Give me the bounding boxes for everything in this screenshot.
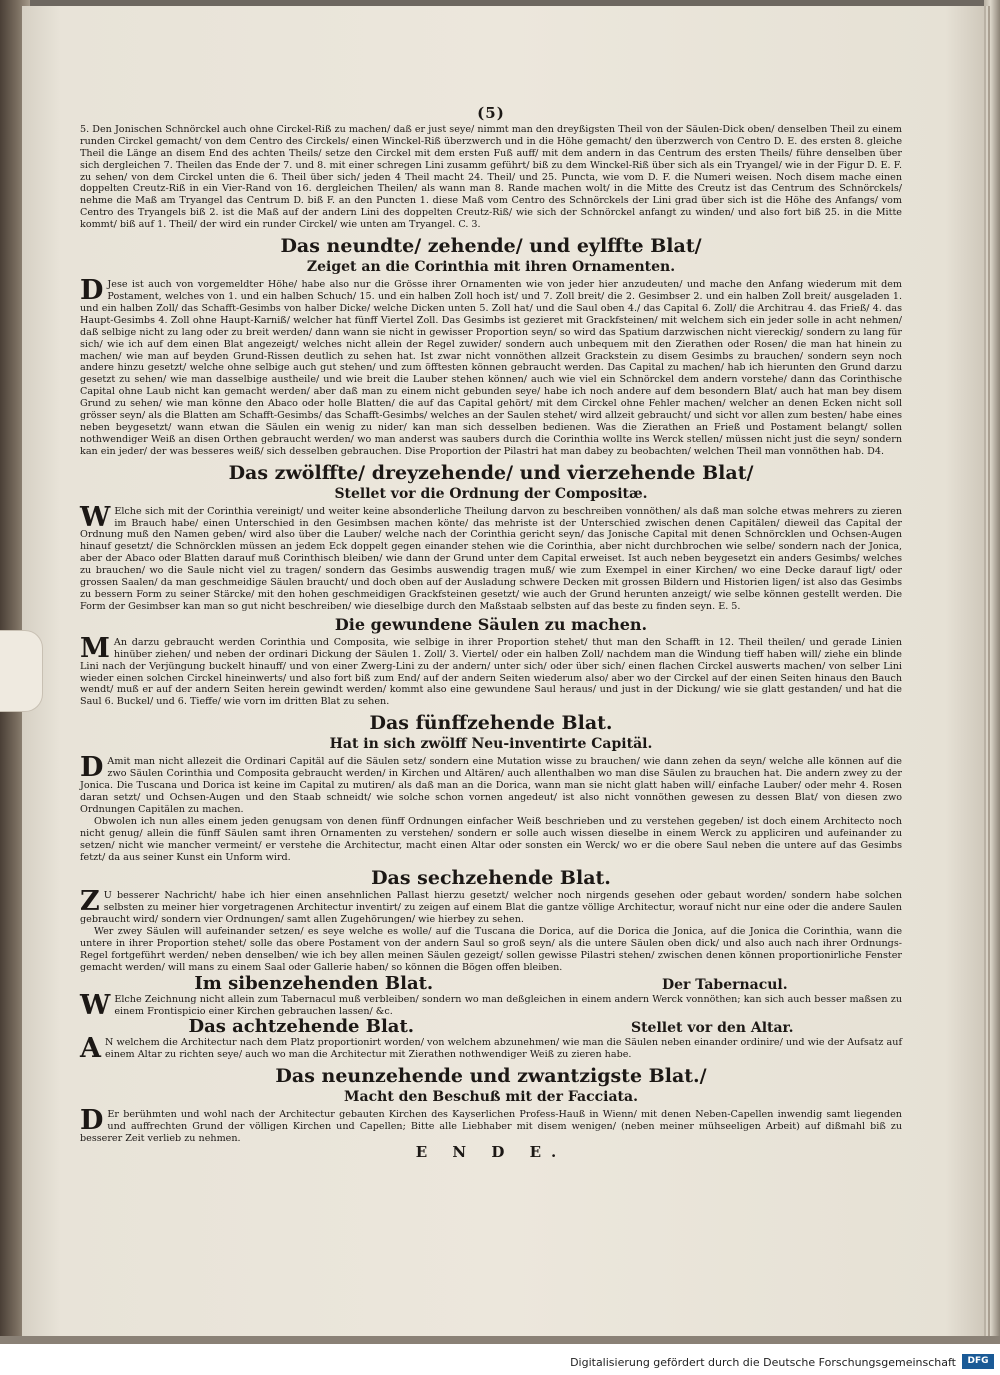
page-text (80, 104, 902, 1161)
body-text: Amit man nicht allezeit die Ordinari Capitäl auf die Säulen setz/ sondern eine Mutation wisse zu brauchen/ wie dann zehen da seyn/ welche alle können auf die zwo Säulen Corinthia und Composita gebraucht werden/ in Kirchen und Altären/ auch allenthalben wo man dise Säulen zu brauchen hat. Die andern zwey zu der Jonica. Die Tuscana und Dorica ist keine im Capital zu mutiren/ als daß man an die Dorica, wann man sie nicht glatt haben will/ einfache Lauber/ oder mehr 4. Rosen daran setzt/ und Ochsen-Augen und den Staab schneidt/ wie solche schon vornen angedeut/ ist also nicht vonnöthen gewesen zu dessen Blat/ von diesen zwo Ordnungen Capitälen zu machen. (80, 756, 902, 815)
section-subheading: Stellet vor die Ordnung der Compositæ. (334, 485, 648, 502)
section-gewundene-saeulen (80, 616, 902, 708)
footer-bar (0, 1344, 1000, 1375)
section-capitaele (80, 711, 902, 863)
body-text: An darzu gebraucht werden Corinthia und Composita, wie selbige in ihrer Proportion stehet/ thut man den Schafft in 12. Theil theilen/ und gerade Linien hinüber ziehen/ und neben der ordinari Dickung der Säulen 1. Zoll/ 3. Viertel/ oder ein halben Zoll/ nachdem man die Windung tieff haben will/ ziehe ein blinde Lini nach der Verjüngung buckelt hinauff/ und von einer Zwerg-Lini zu der andern/ unter sich/ oder über sich/ einen flachen Circkel auswerts machen/ von selber Lini wieder einen solchen Circkel hineinwerts/ und also fort biß zum End/ auf der andern Seiten wiederum also/ aber wo der Circkel auf der einen Seiten hinaus den Bauch wendt/ muß er auf der andern Seiten herein gewindt werden/ kommt also eine gewundene Saul heraus/ und just in der Dickung/ wie sie glatt gestanden/ und hat die Saul 6. Buckel/ und 6. Tieffe/ wie vorn im dritten Blat zu sehen. (80, 636, 902, 708)
section-altar (80, 1016, 902, 1065)
body-text: Er berühmten und wohl nach der Architectur gebauten Kirchen des Kayserlichen Profess-Hauß in Wienn/ mit denen Neben-Capellen inwendig samt liegenden und auffrechten Grund der völligen Kirchen und Capellen; Bitte alle Liebhaber mit disem wenigen/ (neben meiner mühseeligen Arbeit) auf dißmahl biß zu besserer Zeit verlieb zu nehmen. (80, 1109, 902, 1144)
section-heading: Im sibenzehenden Blat. (194, 972, 434, 994)
drop-cap: W (80, 989, 111, 1021)
dfg-logo: DFG (962, 1354, 994, 1369)
section-heading: Das neunzehende und zwantzigste Blat./ (275, 1065, 707, 1088)
section-heading: Das zwölffte/ dreyzehende/ und vierzehende Blat/ (228, 461, 754, 484)
page-tab-marker (0, 630, 43, 712)
section-composita (80, 461, 902, 613)
section-subheading: Macht den Beschuß mit der Facciata. (344, 1089, 638, 1106)
section-pallast (80, 866, 902, 973)
section-body-2: Obwolen ich nun alles einem jeden genugsam von denen fünff Ordnungen einfacher Weiß beschrieben und zu verstehen gegeben/ ist doch einem Architecto noch nicht genug/ allein die fünff Säulen samt ihren Ornamenten zu verstehen/ sondern er solle auch wissen dieselbe in einem Werck zu appliciren und aufeinander zu setzen/ nicht wie mancher vermeint/ er verstehe die Architectur, macht einen Altar oder sonsten ein Werck/ wo er die obere Saul neben die untere auf das Gesimbs fetzt/ da aus seiner Kunst ein Unform wird. (80, 815, 902, 863)
page-edges (984, 0, 1000, 1340)
section-heading: Das fünffzehende Blat. (369, 712, 613, 735)
funding-notice: Digitalisierung gefördert durch die Deutsche Forschungsgemeinschaft (570, 1356, 956, 1369)
section-body-2: Wer zwey Säulen will aufeinander setzen/ es seye welche es wolle/ auf die Tuscana die Dorica, auf die Dorica die Jonica, auf die Jonica die Corinthia, wann die untere in ihrer Proportion stehet/ solle das obere Postament von der andern Saul so groß seyn/ als die untere Säulen oben dick/ und also auch nach ihrer Ordnungs-Regel fortgeführt werden/ neben denselben/ wie ich bey allen meinen Säulen gezeigt/ sollen gewisse Pilastri stehen/ zwischen denen können proportionirliche Fenster gemacht werden/ will mans zu einem Saal oder Gallerie haben/ so können die Bögen offen bleiben. (80, 926, 902, 973)
section-body (80, 1105, 902, 1145)
body-text: Elche Zeichnung nicht allein zum Tabernacul muß verbleiben/ sondern wo man deßgleichen in einem andern Werck vonnöthen; kan sich auch besser maßsen zu einem Frontispicio einer Kirchen gebrauchen lassen/ &c. (114, 993, 902, 1017)
section-subheading: Hat in sich zwölff Neu-inventirte Capitäl. (329, 736, 653, 753)
intro-paragraph: 5. Den Jonischen Schnörckel auch ohne Circkel-Riß zu machen/ daß er just seye/ nimmt man den dreyßigsten Theil von der Säulen-Dick oben/ denselben Theil zu einem runden Circkel gemacht/ von dem Centro des Circkels/ einen Winckel-Riß überzwerch und in die Höhe gemacht/ den überzwerch von Centro D. E. des ersten 8. gleiche Theil die Länge an disem End des achten Theils/ setze den Circkel mit dem ersten Fuß auff/ mit dem andern in das Centrum des ersten Theils/ führe denselben über sich dergleichen 7. Theilen das Ende der 7. und 8. mit einer schregen Lini zusamm geführt/ biß zu dem Winckel-Riß über sich als ein Tryangel/ wie in der Figur D. E. F. zu sehen/ von dem Circkel unten die 6. Theil über sich/ jeden 4 Theil macht 24. Theil/ und 25. Puncta, wie vom D. F. die Numeri weisen. Noch disem mache einen doppelten Creutz-Riß in ein Vier-Rand von 16. dergleichen Theilen/ als wann man 8. Rande machen wolt/ in die Mitte des Creutz ist das Centrum des Schnörckels/ nehme die Maß am Tryangel das Centrum D. biß F. an den Puncten 1. diese Maß vom Centro des Schnörckels der Lini grad über sich ist die Höhe des Anfangs/ vom Centro des Tryangels biß 2. ist die Maß auf der andern Lini des doppelten Creutz-Riß/ wie sich der Schnörckel anfangt zu winden/ und also fort biß 25. in die Mitte kommt/ biß auf 1. Theil/ der wird ein runder Circkel/ wie unten am Tryangel. C. 3. (80, 123, 902, 231)
section-body (80, 275, 902, 458)
book-bottom-edge (0, 1336, 1000, 1344)
body-text: Elche sich mit der Corinthia vereinigt/ und weiter keine absonderliche Theilung darvon zu beschreiben vonnöthen/ als daß man solche etwas mehrers zu zieren im Brauch habe/ einen Unterschied in den Gesimbsen machen könte/ das mehriste ist der Unterschied zwischen denen Capitälen/ dieweil das Capital der Ordnung muß den Namen geben/ wird also über die Lauber/ welche nach der Corinthia gericht seyn/ das Jonische Capital mit denen Schnörcklen und Ochsen-Augen hinauf gesetzt/ die Schnörcklen müssen an jedem Eck doppelt gegen einander stehen wie die Corinthia, aber nicht durchbrochen wie selbe/ sondern nach der Jonica, aber der Abaco oder Blatten darauf muß Corinthisch bleiben/ wie dann der Grund unter dem Capital erweiset. Ist auch neben beygesetzt ein anders Gesimbs/ welches zu brauchen/ wo die Saule nicht viel zu tragen/ sondern das Gesimbs auswendig tragen muß/ wie zum Exempel in einer Kirchen/ wo eine Decke darauf ligt/ oder grossen Saalen/ da man geschmeidige Säulen braucht/ und doch oben auf der Ausladung schwere Decken mit grossen Bildern und Historien ligen/ ist also das Gesimbs zu bessern Form zu seiner Stärcke/ mit den hohen geschmeidigen Grackfsteinen gesetzt/ wie auch der Grund herunten anzeigt/ wie selbe können gestellt werden. Die Form der Gesimbser kan man so gut nicht beschreiben/ wie dieselbige durch den Maßstaab selbsten auf das beste zu finden seyn. E. 5. (80, 505, 902, 612)
section-subheading: Die gewundene Säulen zu machen. (334, 614, 648, 634)
body-text: U besserer Nachricht/ habe ich hier einen ansehnlichen Pallast hierzu gesetzt/ welcher noch nirgends gesehen oder gebaut worden/ sondern habe solchen selbsten zu meiner hier vorgetragenen Architectur inventirt/ zu zeigen auf einem Blat die gantze völlige Architectur, worauf nicht nur eine oder die andere Saulen gebraucht wird/ sondern vier Ordnungen/ samt allen Zugehörungen/ wie hierbey zu sehen. (80, 890, 902, 926)
section-tabernacul (80, 972, 902, 1021)
section-body (80, 886, 902, 926)
section-heading: Das achtzehende Blat. (188, 1016, 415, 1038)
section-body (80, 989, 902, 1021)
section-heading-right: Der Tabernacul. (661, 976, 788, 993)
section-heading: Das sechzehende Blat. (371, 867, 611, 890)
section-subheading: Zeiget an die Corinthia mit ihren Ornamenten. (306, 259, 676, 276)
section-heading-right: Stellet vor den Altar. (630, 1020, 794, 1037)
section-corinthia (80, 234, 902, 458)
drop-cap: D (80, 752, 104, 784)
drop-cap: W (80, 501, 111, 533)
section-facciata (80, 1064, 902, 1145)
page-number: (5) (477, 104, 505, 122)
drop-cap: D (80, 1105, 104, 1137)
drop-cap: D (80, 275, 104, 307)
ende-mark: E N D E. (415, 1142, 567, 1161)
section-body (80, 752, 902, 816)
section-heading: Das neundte/ zehende/ und eylffte Blat/ (280, 235, 702, 258)
section-body (80, 501, 902, 613)
section-body (80, 632, 902, 708)
drop-cap: A (80, 1033, 101, 1065)
section-heading-row (80, 1016, 902, 1038)
section-body (80, 1033, 902, 1065)
drop-cap: M (80, 632, 110, 664)
body-text: Jese ist auch von vorgemeldter Höhe/ habe also nur die Grösse ihrer Ornamenten wie von jeder hier anzudeuten/ und mache den Anfang wiederum mit dem Postament, welches von 1. und ein halben Schuch/ 15. und ein halben Zoll hoch ist/ und 7. Zoll breit/ die 2. Gesimbser 2. und ein halben Zoll breit/ ausgeladen 1. und ein halben Zoll/ das Schafft-Gesimbs von halber Dicke/ welche Dicken unten 5. Zoll hat/ und die Saul oben 4./ das Capital 6. Zoll/ die Architrau 4. das Frieß/ 4. das Haupt-Gesimbs 4. Zoll ohne Haupt-Karniß/ welcher hat fünff Viertel Zoll. Das Gesimbs ist gezieret mit Grackfsteinen/ mit welchem sich ein jeder solle in acht nehmen/ daß selbige nicht zu lang oder zu breit werden/ dann wann sie nicht in gewisser Proportion seyn/ so wird das Spatium darzwischen nicht viereckig/ sondern zu lang für sich/ wie ich auf dem einen Blat angezeigt/ welches nicht allein der Regel zuwider/ sondern auch unbequem mit den Zierathen oder Rosen/ die man hat hinein zu machen/ wie man auf beyden Grund-Rissen deutlich zu sehen hat. Ist zwar nicht vonnöthen allzeit Grackstein zu disem Gesimbs zu brauchen/ sondern seyn noch andere hinzu gesetzt/ welche ohne selbige auch gut stehen/ und zum öfftesten können gebraucht werden. Das Capital zu machen/ hab ich hierunten den Grund darzu gesetzt zu sehen/ wie man dasselbige austheile/ und wie breit die Lauber stehen können/ auch wie viel ein Schnörckel dem andern vorstehe/ dann das Corinthische Capital ohne Laub nicht kan gemacht werden/ aber daß man zu einem nicht gebunden seye/ habe ich noch andere auf dem besondern Blat/ auch hat man bey disem Grund zu sehen/ wie man könne den Abaco oder holle Blatten/ die auf das Capital gehört/ mit dem Circkel ohne Fehler machen/ welcher an denen Ecken nicht soll grösser seyn/ als die Blatten am Schafft-Gesimbs/ das Schafft-Gesimbs/ welches an der Saulen stehet/ wird allzeit gebraucht/ und sicht vor allen zum besten/ habe eines neben beygesetzt/ wann etwan die Säulen ein wenig zu nider/ kan man sich desselben bedienen. Was die Zierathen an Frieß und Postament belangt/ sollen nothwendiger Weiß an disen Orthen gebraucht werden/ wo man anderst was saubers durch die Corinthia wollte ins Werck stellen/ müssen nicht just die seyn/ sondern kan ein jeder/ der was besseres weiß/ sich desselben gebrauchen. Dise Proportion der Pilastri hat man dabey zu beobachten/ welchen Theil man vonnöthen hab. D4. (80, 279, 902, 457)
section-heading-row (80, 972, 902, 994)
body-text: N welchem die Architectur nach dem Platz proportionirt worden/ von welchem abzunehmen/ wie man die Säulen neben einander ordinire/ und wie der Aufsatz auf einem Altar zu richten seye/ auch wo man die Architectur mit Zierathen nothwendiger Weiß zu zieren habe. (104, 1037, 902, 1061)
drop-cap: Z (80, 886, 100, 918)
